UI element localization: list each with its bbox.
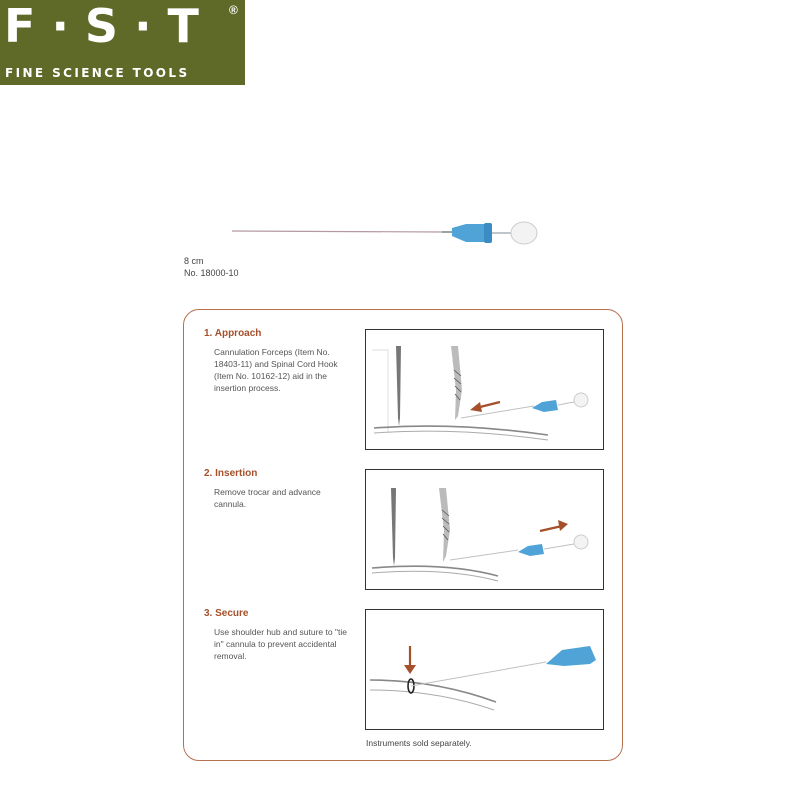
step-2-title: 2. Insertion bbox=[204, 468, 258, 479]
registered-mark: ® bbox=[229, 3, 238, 17]
step-2-description: Remove trocar and advance cannula. bbox=[214, 487, 321, 509]
product-cannula-image bbox=[228, 212, 548, 252]
step-1-description: Cannulation Forceps (Item No. 18403-11) and Spinal Cord Hook (Item No. 10162-12) aid in the insertion process. bbox=[214, 347, 338, 393]
step-1-title: 1. Approach bbox=[204, 328, 262, 339]
instruments-note: Instruments sold separately. bbox=[366, 738, 472, 748]
step-3-photo bbox=[365, 609, 604, 730]
logo-letters: F · S · T bbox=[4, 0, 199, 53]
fst-logo bbox=[0, 0, 245, 85]
step-3-title: 3. Secure bbox=[204, 608, 249, 619]
product-length: 8 cm bbox=[184, 256, 204, 266]
product-item-number: No. 18000-10 bbox=[184, 268, 239, 278]
step-1-photo bbox=[365, 329, 604, 450]
step-2-photo bbox=[365, 469, 604, 590]
product-spec bbox=[184, 255, 239, 279]
step-3-description: Use shoulder hub and suture to "tie in" cannula to prevent accidental removal. bbox=[214, 627, 347, 661]
logo-subtitle: FINE SCIENCE TOOLS bbox=[5, 66, 190, 80]
